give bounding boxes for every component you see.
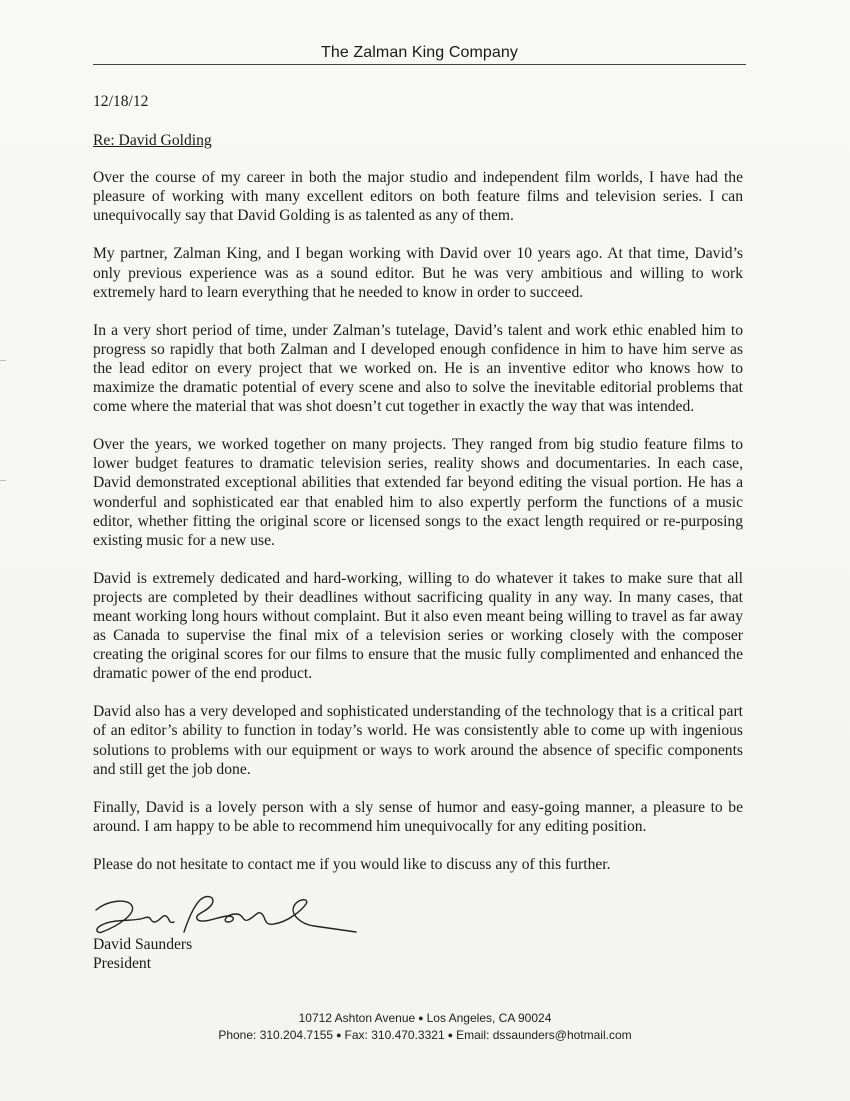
footer-phone: Phone: 310.204.7155 bbox=[218, 1028, 334, 1042]
signer-title: President bbox=[93, 955, 152, 973]
letterhead-title: The Zalman King Company bbox=[93, 44, 746, 65]
paragraph-2: My partner, Zalman King, and I began working with David over 10 years ago. At that time, David’s only previous experience was as a sound editor. But he was very ambitious and willing to work extremely hard to learn everything that he needed to know in order to succeed. bbox=[93, 245, 743, 301]
paragraph-6: David also has a very developed and sophisticated understanding of the technology that is a critical part of an editor’s ability to function in today’s world. He was consistently able to come up with ingenious solutions to problems with our equipment or ways to work around the absence of specific components and still get the job done. bbox=[93, 703, 743, 778]
bullet-icon: ● bbox=[336, 1030, 342, 1040]
bullet-icon: ● bbox=[418, 1013, 424, 1023]
signature-block bbox=[93, 935, 192, 973]
paragraph-3: In a very short period of time, under Zalman’s tutelage, David’s talent and work ethic enabled him to progress so rapidly that both Zalman and I developed enough confidence in him to have him serve as the lead editor on every project that we worked on. He is an inventive editor who knows how to maximize the dramatic potential of every scene and also to solve the inevitable editorial problems that come where the material that was shot doesn’t cut together in exactly the way that was intended. bbox=[93, 321, 743, 416]
letter-body bbox=[93, 92, 743, 874]
footer-email: Email: dssaunders@hotmail.com bbox=[456, 1028, 632, 1042]
paragraph-4: Over the years, we worked together on many projects. They ranged from big studio feature films to lower budget features to dramatic television series, reality shows and documentaries. In each case, David demonstrated exceptional abilities that extended far beyond editing the visual portion. He has a wonderful and sophisticated ear that enabled him to also expertly perform the functions of a music editor, whether fitting the original score or licensed songs to the exact length required or re-purposing existing music for a new use. bbox=[93, 436, 743, 549]
paragraph-1: Over the course of my career in both the major studio and independent film worlds, I have had the pleasure of working with many excellent editors on both feature films and television series. I can unequivocally say that David Golding is as talented as any of them. bbox=[93, 169, 743, 225]
paragraph-7: Finally, David is a lovely person with a sly sense of humor and easy-going manner, a pleasure to be around. I am happy to be able to recommend him unequivocally for any editing position. bbox=[93, 798, 743, 835]
closing-line: Please do not hesitate to contact me if you would like to discuss any of this further. bbox=[93, 855, 611, 873]
footer-street: 10712 Ashton Avenue bbox=[298, 1011, 416, 1025]
paragraph-5: David is extremely dedicated and hard-working, willing to do whatever it takes to make sure that all projects are completed by their deadlines without sacrificing quality in any way. In many cases, that meant working long hours without complaint. But it also even meant being willing to travel as far away as Canada to supervise the final mix of a television series or working closely with the composer creating the original scores for our films to ensure that the music fully complimented and enhanced the dramatic power of the end product. bbox=[93, 569, 743, 683]
footer-city: Los Angeles, CA 90024 bbox=[426, 1011, 552, 1025]
scan-artifact bbox=[0, 360, 6, 361]
footer-address bbox=[0, 1011, 850, 1025]
footer-contact bbox=[0, 1028, 850, 1042]
bullet-icon: ● bbox=[447, 1030, 454, 1040]
subject-line: Re: David Golding bbox=[93, 132, 212, 150]
footer-fax: Fax: 310.470.3321 bbox=[344, 1028, 445, 1042]
signer-name: David Saunders bbox=[93, 936, 193, 953]
scan-artifact bbox=[0, 480, 6, 481]
letter-date: 12/18/12 bbox=[93, 93, 149, 110]
